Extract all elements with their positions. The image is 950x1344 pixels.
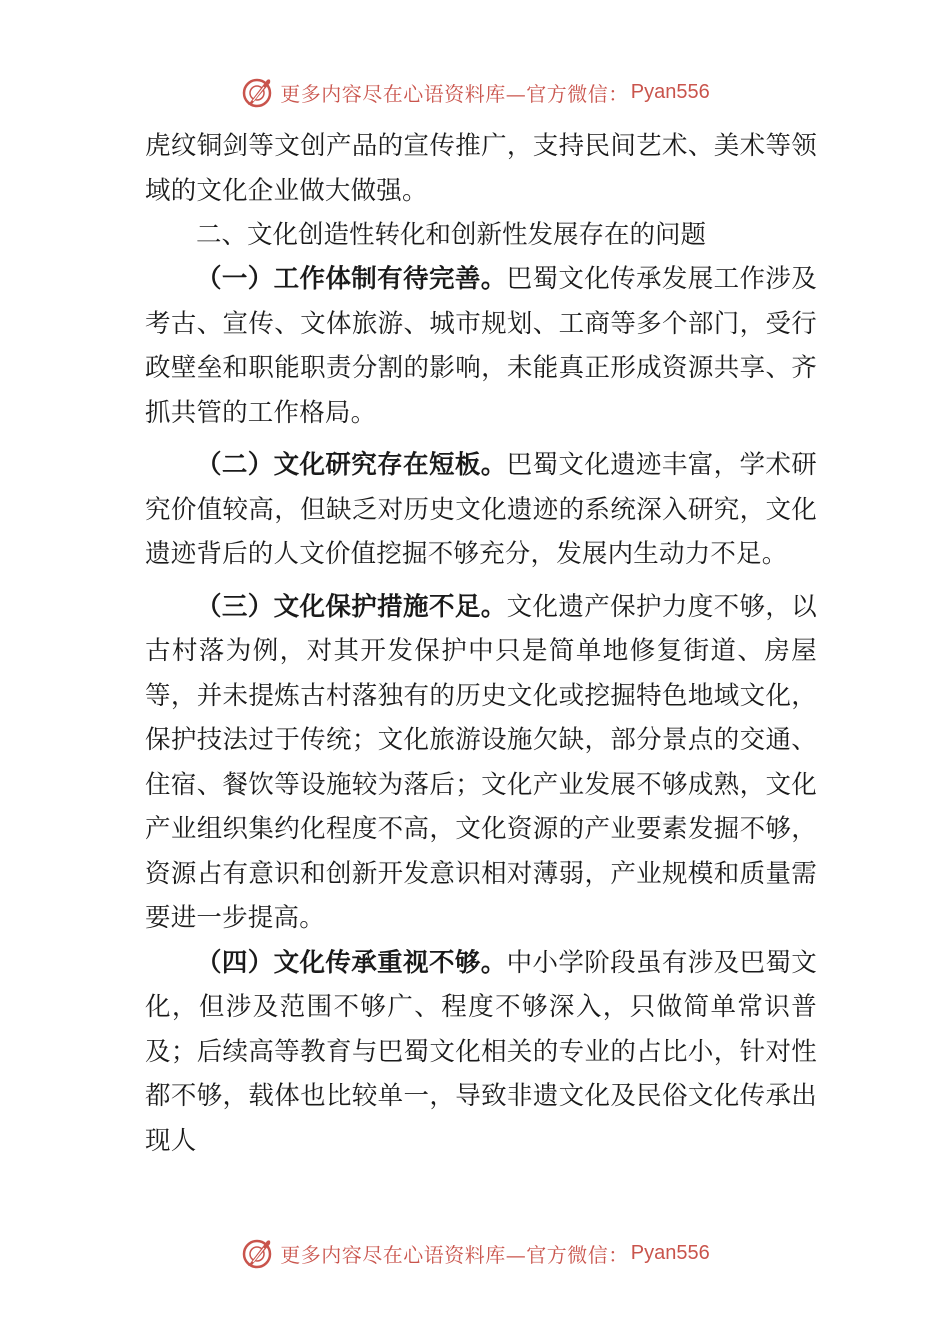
wechat-id: Pyan556 bbox=[630, 80, 710, 103]
item-paragraph-1 bbox=[145, 257, 817, 435]
header-watermark-banner bbox=[0, 72, 950, 112]
item-paragraph-4 bbox=[145, 941, 817, 1164]
document-body bbox=[145, 124, 817, 1163]
item-lead-3: （三）文化保护措施不足。 bbox=[196, 591, 507, 622]
item-lead-2: （二）文化研究存在短板。 bbox=[196, 450, 507, 480]
quill-logo-icon bbox=[240, 1236, 274, 1270]
item-text-1: 巴蜀文化传承发展工作涉及考古、宣传、文体旅游、城市规划、工商等多个部门，受行政壁垒和职能职责分割的影响，未能真正形成资源共享、齐抓共管的工作格局。 bbox=[145, 264, 817, 428]
section-title: 二、文化创造性转化和创新性发展存在的问题 bbox=[196, 220, 707, 250]
watermark-text: 更多内容尽在心语资料库—官方微信： bbox=[280, 81, 629, 106]
item-paragraph-2 bbox=[145, 443, 817, 577]
continuation-paragraph: 虎纹铜剑等文创产品的宣传推广，支持民间艺术、美术等领域的文化企业做大做强。 bbox=[145, 131, 817, 206]
item-lead-4: （四）文化传承重视不够。 bbox=[196, 947, 507, 978]
wechat-id: Pyan556 bbox=[630, 1241, 710, 1264]
item-text-4: 中小学阶段虽有涉及巴蜀文化，但涉及范围不够广、程度不够深入，只做简单常识普及；后续高等教育与巴蜀文化相关的专业的占比小，针对性都不够，载体也比较单一，导致非遗文化及民俗文化传承出现人 bbox=[145, 947, 817, 1156]
item-paragraph-3 bbox=[145, 585, 817, 941]
item-lead-1: （一）工作体制有待完善。 bbox=[196, 264, 507, 294]
watermark-text: 更多内容尽在心语资料库—官方微信： bbox=[280, 1242, 629, 1267]
item-text-3: 文化遗产保护力度不够，以古村落为例，对其开发保护中只是简单地修复街道、房屋等，并未提炼古村落独有的历史文化或挖掘特色地域文化，保护技法过于传统；文化旅游设施欠缺，部分景点的交通、住宿、餐饮等设施较为落后；文化产业发展不够成熟，文化产业组织集约化程度不高，文化资源的产业要素发掘不够，资源占有意识和创新开发意识相对薄弱，产业规模和质量需要进一步提高。 bbox=[145, 591, 817, 933]
quill-logo-icon bbox=[240, 75, 274, 109]
footer-watermark-banner bbox=[0, 1233, 950, 1273]
item-text-2: 巴蜀文化遗迹丰富，学术研究价值较高，但缺乏对历史文化遗迹的系统深入研究，文化遗迹背后的人文价值挖掘不够充分，发展内生动力不足。 bbox=[145, 450, 817, 569]
